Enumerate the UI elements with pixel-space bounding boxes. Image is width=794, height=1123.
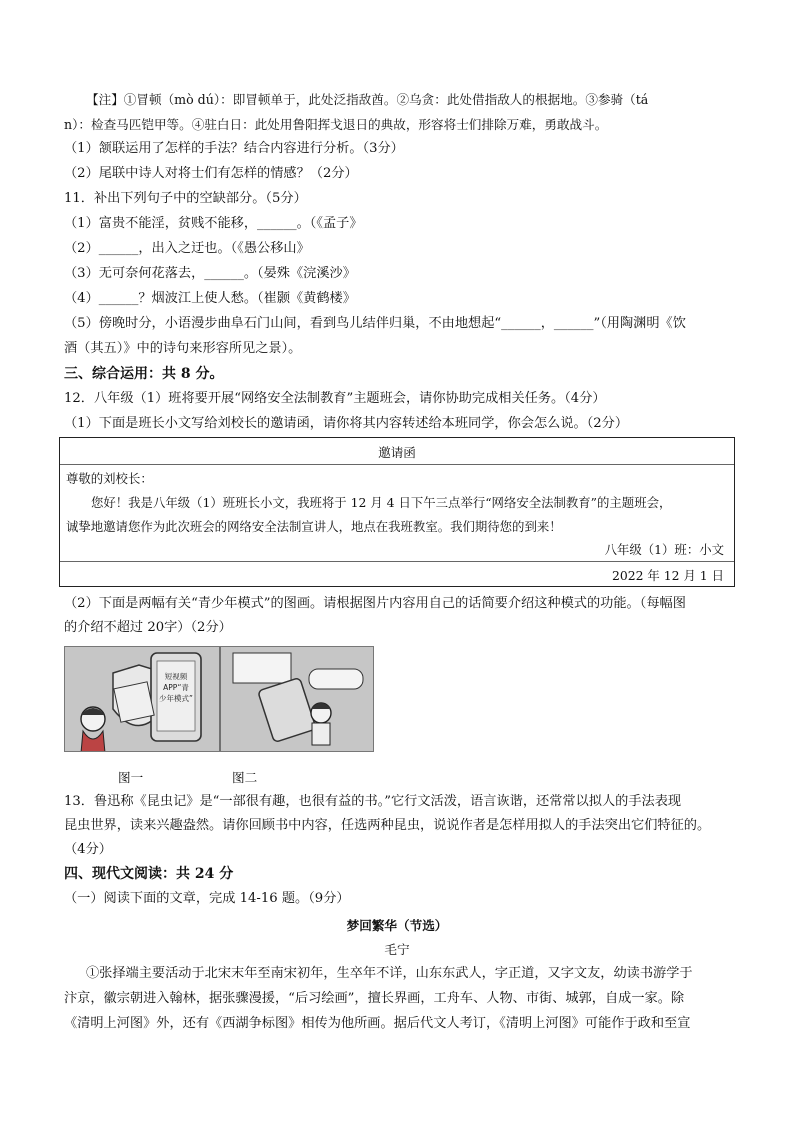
q11-item-3: （3）无可奈何花落去，______。（晏殊《浣溪沙》	[64, 266, 356, 281]
invitation-body-line-2: 诚挚地邀请您作为此次班会的网络安全法制宣讲人，地点在我班教室。我们期待您的到来！	[66, 519, 562, 534]
invitation-title: 邀请函	[378, 445, 416, 460]
article-para-1-line-3: 《清明上河图》外，还有《西湖争标图》相传为他所画。据后代文人考订，《清明上河图》可能作于政和至宣	[64, 1016, 691, 1031]
invitation-date: 2022 年 12 月 1 日	[611, 568, 724, 583]
invitation-letter-box	[59, 437, 735, 587]
q11-item-1: （1）富贵不能淫，贫贱不能移，______。（《孟子》	[64, 216, 363, 231]
q13-line-3: （4分）	[64, 842, 112, 857]
q11-item-2: （2）______，出入之迂也。（《愚公移山》	[64, 241, 310, 256]
svg-text:少年模式”: 少年模式”	[159, 694, 193, 703]
q12-sub2-line-2: 的介绍不超过 20字）（2分）	[64, 620, 232, 635]
q13-line-1: 13．鲁迅称《昆虫记》是“一部很有趣，也很有益的书。”它行文活泼，语言诙谐，还常常以拟人的手法表现	[64, 794, 682, 809]
invitation-salutation: 尊敬的刘校长：	[66, 471, 153, 486]
youth-mode-cartoon	[64, 646, 374, 752]
cartoon-illustration	[65, 647, 374, 752]
note-line-2: n）：检查马匹铠甲等。④驻白日：此处用鲁阳挥戈退日的典故，形容将士们排除万难，勇敢战斗。	[64, 117, 608, 132]
q10-sub2: （2）尾联中诗人对将士们有怎样的情感？（2分）	[64, 166, 358, 181]
q12-stem: 12．八年级（1）班将要开展“网络安全法制教育”主题班会，请你协助完成相关任务。（4分）	[64, 391, 606, 406]
svg-text:APP“青: APP“青	[163, 683, 189, 692]
invitation-divider-2	[60, 561, 734, 562]
article-title: 梦回繁华（节选）	[346, 918, 448, 933]
article-author: 毛宁	[384, 942, 410, 957]
note-line-1: 【注】①冒顿（mò dú）：即冒顿单于，此处泛指敌酋。②乌贪：此处借指敌人的根据地。③参骑（tá	[86, 92, 649, 107]
section-4-heading: 四、现代文阅读：共 24 分	[64, 866, 234, 882]
q11-stem: 11．补出下列句子中的空缺部分。（5分）	[64, 191, 307, 206]
speech-bubble-left	[233, 653, 291, 683]
speech-bubble-right	[309, 669, 363, 689]
article-para-1-line-2: 汴京，徽宗朝进入翰林，据张骤漫援，“后习绘画”，擅长界画，工舟车、人物、市街、城郭，自成一家。除	[64, 991, 685, 1006]
invitation-body-line-1: 您好！我是八年级（1）班班长小文，我班将于 12 月 4 日下午三点举行“网络安全法制教育”的主题班会，	[91, 495, 672, 510]
q12-sub2-line-1: （2）下面是两幅有关“青少年模式”的图画。请根据图片内容用自己的话简要介绍这种模式的功能。（每幅图	[64, 596, 686, 611]
q11-item-4: （4）______？烟波江上使人愁。（崔颢《黄鹤楼》	[64, 291, 356, 306]
invitation-signature: 八年级（1）班：小文	[604, 542, 724, 557]
lock-notice-icon	[114, 682, 154, 722]
q11-item-5: （5）傍晚时分，小语漫步曲阜石门山间，看到鸟儿结伴归巢，不由地想起“______，______”（用陶渊明《饮	[64, 316, 686, 331]
article-para-1-line-1: ①张择端主要活动于北宋末年至南宋初年，生卒年不详，山东东武人，字正道，又字文友，幼读书游学于	[86, 966, 693, 981]
figure-2-caption: 图二	[232, 770, 258, 785]
part-1-instruction: （一）阅读下面的文章，完成 14-16 题。（9分）	[64, 891, 350, 906]
invitation-divider	[60, 464, 734, 465]
figure-1-caption: 图一	[118, 770, 144, 785]
phone-text: 短视频	[164, 672, 188, 681]
section-3-heading: 三、综合运用：共 8 分。	[64, 366, 224, 382]
q11-item-5-cont: 酒（其五）》中的诗句来形容所见之景）。	[64, 341, 302, 356]
q13-line-2: 昆虫世界，读来兴趣盎然。请你回顾书中内容，任选两种昆虫，说说作者是怎样用拟人的手法突出它们特征的。	[64, 818, 711, 833]
q12-sub1: （1）下面是班长小文写给刘校长的邀请函，请你将其内容转述给本班同学，你会怎么说。（2分）	[64, 416, 629, 431]
q10-sub1: （1）颔联运用了怎样的手法？结合内容进行分析。（3分）	[64, 141, 404, 156]
